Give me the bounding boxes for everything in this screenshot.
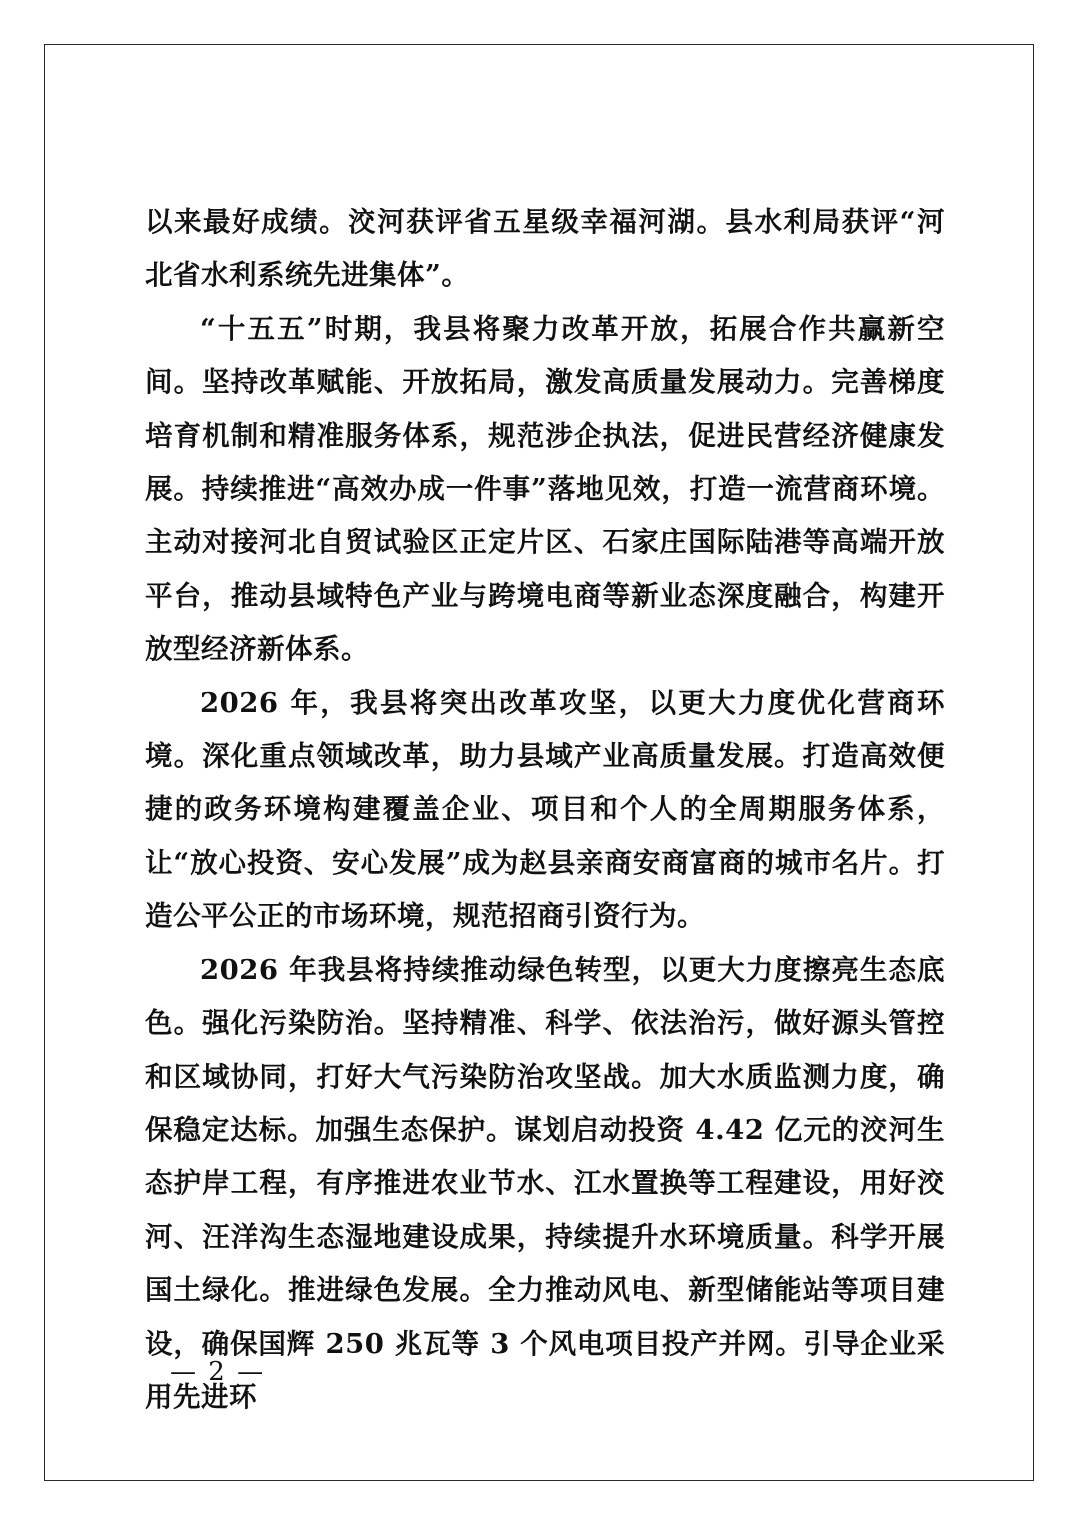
page-number: — 2 — <box>170 1357 266 1387</box>
document-body <box>145 196 945 1424</box>
paragraph-reform-opening: “十五五”时期，我县将聚力改革开放，拓展合作共赢新空间。坚持改革赋能、开放拓局，激发高质量发展动力。完善梯度培育机制和精准服务体系，规范涉企执法，促进民营经济健康发展。持续推进“高效办成一件事”落地见效，打造一流营商环境。主动对接河北自贸试验区正定片区、石家庄国际陆港等高端开放平台，推动县域特色产业与跨境电商等新业态深度融合，构建开放型经济新体系。 <box>145 312 945 666</box>
paragraph-business-environment: 2026 年，我县将突出改革攻坚，以更大力度优化营商环境。深化重点领域改革，助力县域产业高质量发展。打造高效便捷的政务环境构建覆盖企业、项目和个人的全周期服务体系，让“放心投资、安心发展”成为赵县亲商安商富商的城市名片。打造公平公正的市场环境，规范招商引资行为。 <box>145 686 945 933</box>
paragraph-green-transformation: 2026 年我县将持续推动绿色转型，以更大力度擦亮生态底色。强化污染防治。坚持精准、科学、依法治污，做好源头管控和区域协同，打好大气污染防治攻坚战。加大水质监测力度，确保稳定达标。加强生态保护。谋划启动投资 4.42 亿元的洨河生态护岸工程，有序推进农业节水、江水置换等工程建设，用好洨河、汪洋沟生态湿地建设成果，持续提升水环境质量。科学开展国土绿化。推进绿色发展。全力推动风电、新型储能站等项目建设，确保国辉 250 兆瓦等 3 个风电项目投产并网。引导企业采用先进环 <box>145 953 945 1413</box>
paragraph-continuation: 以来最好成绩。洨河获评省五星级幸福河湖。县水利局获评“河北省水利系统先进集体”。 <box>145 206 945 292</box>
